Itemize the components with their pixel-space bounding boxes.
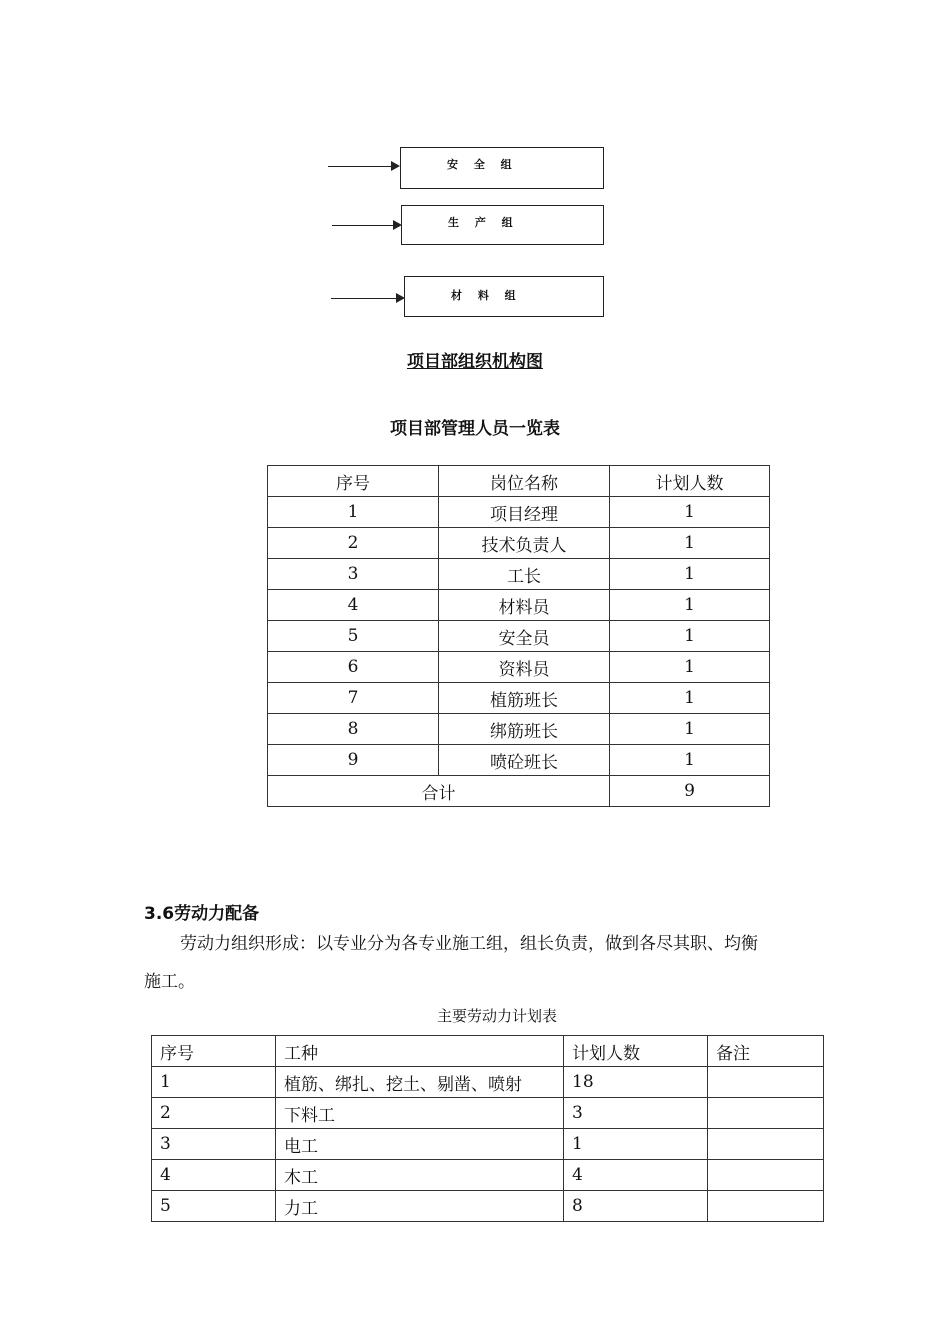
header-cell: 备注 (708, 1036, 824, 1067)
table-row (268, 621, 770, 652)
header-cell: 岗位名称 (439, 466, 610, 497)
org-box-production (401, 205, 604, 245)
header-cell: 序号 (152, 1036, 276, 1067)
table-row (268, 559, 770, 590)
cell: 4 (564, 1160, 708, 1191)
cell: 1 (564, 1129, 708, 1160)
arrow-icon (328, 166, 398, 167)
table-row (268, 683, 770, 714)
section-heading: 3.6劳动力配备 (144, 904, 260, 924)
cell (708, 1129, 824, 1160)
cell: 18 (564, 1067, 708, 1098)
staff-table-title: 项目部管理人员一览表 (390, 419, 560, 439)
cell (708, 1098, 824, 1129)
cell (708, 1160, 824, 1191)
cell: 喷砼班长 (439, 745, 610, 776)
table-row (268, 590, 770, 621)
cell: 1 (610, 559, 770, 590)
cell: 木工 (276, 1160, 564, 1191)
cell: 力工 (276, 1191, 564, 1222)
table-row (152, 1191, 824, 1222)
cell: 6 (268, 652, 439, 683)
section-paragraph-line2: 施工。 (144, 972, 195, 992)
org-box-label: 生 产 组 (448, 216, 519, 229)
table-header-row (268, 466, 770, 497)
cell: 3 (564, 1098, 708, 1129)
table-row (152, 1129, 824, 1160)
cell (708, 1067, 824, 1098)
cell: 5 (268, 621, 439, 652)
cell: 4 (152, 1160, 276, 1191)
cell: 植筋班长 (439, 683, 610, 714)
total-row (268, 776, 770, 807)
labor-table-title: 主要劳动力计划表 (436, 1007, 557, 1025)
table-row (268, 714, 770, 745)
cell: 1 (610, 652, 770, 683)
cell: 1 (152, 1067, 276, 1098)
cell: 5 (152, 1191, 276, 1222)
cell: 植筋、绑扎、挖土、剔凿、喷射 (276, 1067, 564, 1098)
table-row (152, 1067, 824, 1098)
header-cell: 计划人数 (610, 466, 770, 497)
table-row (152, 1098, 824, 1129)
cell (708, 1191, 824, 1222)
arrow-icon (331, 298, 403, 299)
cell: 2 (152, 1098, 276, 1129)
cell: 下料工 (276, 1098, 564, 1129)
header-cell: 序号 (268, 466, 439, 497)
labor-table (151, 1035, 824, 1222)
table-row (268, 652, 770, 683)
cell: 1 (610, 590, 770, 621)
cell: 电工 (276, 1129, 564, 1160)
cell: 7 (268, 683, 439, 714)
cell: 项目经理 (439, 497, 610, 528)
org-box-label: 安 全 组 (447, 158, 518, 171)
total-label: 合计 (268, 776, 610, 807)
table-row (268, 528, 770, 559)
org-chart-caption: 项目部组织机构图 (407, 352, 543, 372)
org-box-materials (404, 276, 604, 317)
cell: 安全员 (439, 621, 610, 652)
cell: 1 (610, 714, 770, 745)
header-cell: 工种 (276, 1036, 564, 1067)
total-value: 9 (610, 776, 770, 807)
table-header-row (152, 1036, 824, 1067)
cell: 工长 (439, 559, 610, 590)
cell: 8 (564, 1191, 708, 1222)
cell: 9 (268, 745, 439, 776)
header-cell: 计划人数 (564, 1036, 708, 1067)
cell: 4 (268, 590, 439, 621)
org-box-safety (400, 147, 604, 189)
cell: 绑筋班长 (439, 714, 610, 745)
section-paragraph-line1: 劳动力组织形成：以专业分为各专业施工组，组长负责，做到各尽其职、均衡 (180, 934, 758, 954)
cell: 1 (268, 497, 439, 528)
org-box-label: 材 料 组 (451, 289, 522, 302)
cell: 1 (610, 497, 770, 528)
cell: 资料员 (439, 652, 610, 683)
staff-table (267, 465, 770, 807)
cell: 技术负责人 (439, 528, 610, 559)
cell: 材料员 (439, 590, 610, 621)
cell: 1 (610, 621, 770, 652)
cell: 3 (268, 559, 439, 590)
table-row (268, 497, 770, 528)
cell: 1 (610, 528, 770, 559)
cell: 3 (152, 1129, 276, 1160)
table-row (268, 745, 770, 776)
cell: 8 (268, 714, 439, 745)
table-row (152, 1160, 824, 1191)
cell: 1 (610, 683, 770, 714)
cell: 1 (610, 745, 770, 776)
arrow-icon (332, 225, 400, 226)
cell: 2 (268, 528, 439, 559)
